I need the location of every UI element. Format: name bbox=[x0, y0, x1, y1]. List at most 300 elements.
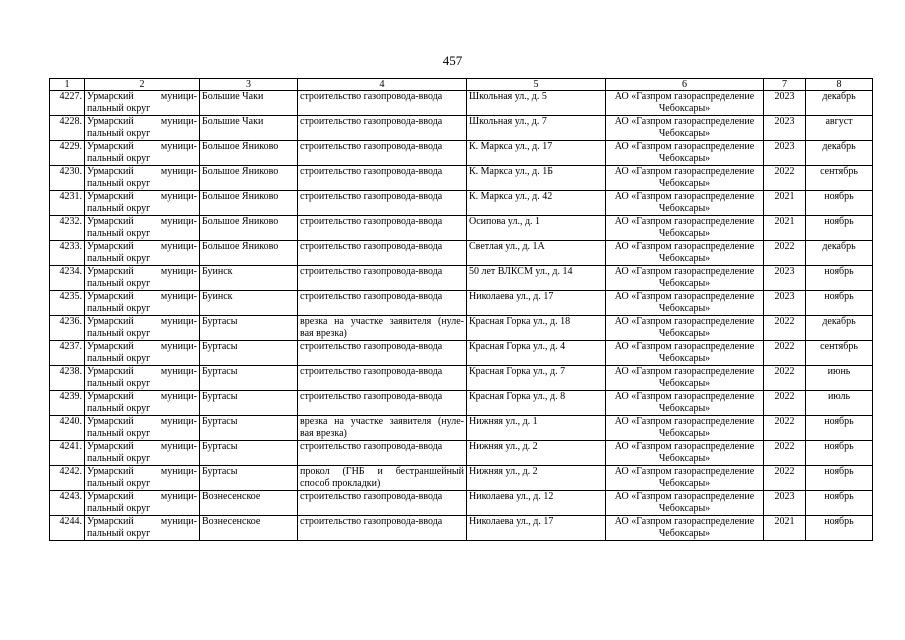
settlement-cell: Буртасы bbox=[200, 341, 298, 366]
month-cell: ноябрь bbox=[806, 416, 873, 441]
okrug-line: пальный округ bbox=[87, 403, 151, 414]
okrug-cell bbox=[85, 291, 200, 316]
okrug-word: Урмарский bbox=[87, 141, 134, 152]
month-cell: ноябрь bbox=[806, 191, 873, 216]
table-row bbox=[50, 241, 873, 266]
okrug-cell bbox=[85, 416, 200, 441]
okrug-word: Урмарский bbox=[87, 441, 134, 452]
row-number-cell: 4237. bbox=[50, 341, 85, 366]
work-type-cell bbox=[298, 216, 467, 241]
settlement-cell: Большие Чаки bbox=[200, 116, 298, 141]
address-cell: Светлая ул., д. 1А bbox=[467, 241, 606, 266]
okrug-line bbox=[87, 191, 197, 203]
organization-line: Чебоксары» bbox=[658, 528, 711, 539]
table-body bbox=[50, 91, 873, 541]
organization-line: АО «Газпром газораспределение bbox=[614, 116, 755, 127]
okrug-word: Урмарский bbox=[87, 241, 134, 252]
work-type-cell bbox=[298, 466, 467, 491]
row-number-cell: 4235. bbox=[50, 291, 85, 316]
month-cell: август bbox=[806, 116, 873, 141]
work-line: строительство газопровода-ввода bbox=[300, 241, 443, 252]
organization-line: Чебоксары» bbox=[658, 478, 711, 489]
organization-line: Чебоксары» bbox=[658, 453, 711, 464]
organization-line: Чебоксары» bbox=[658, 103, 711, 114]
okrug-word: муници- bbox=[160, 366, 197, 377]
okrug-word: муници- bbox=[160, 466, 197, 477]
okrug-line: пальный округ bbox=[87, 203, 151, 214]
organization-line: Чебоксары» bbox=[658, 378, 711, 389]
organization-line: Чебоксары» bbox=[658, 178, 711, 189]
okrug-cell bbox=[85, 241, 200, 266]
organization-line: Чебоксары» bbox=[658, 228, 711, 239]
organization-cell bbox=[606, 191, 764, 216]
okrug-word: Урмарский bbox=[87, 491, 134, 502]
work-line: строительство газопровода-ввода bbox=[300, 341, 443, 352]
work-line: строительство газопровода-ввода bbox=[300, 166, 443, 177]
table-row bbox=[50, 216, 873, 241]
organization-line: АО «Газпром газораспределение bbox=[614, 491, 755, 502]
okrug-line: пальный округ bbox=[87, 528, 151, 539]
work-line: строительство газопровода-ввода bbox=[300, 291, 443, 302]
okrug-cell bbox=[85, 341, 200, 366]
organization-line: АО «Газпром газораспределение bbox=[614, 466, 755, 477]
year-cell: 2023 bbox=[764, 116, 806, 141]
work-type-cell bbox=[298, 191, 467, 216]
okrug-line: пальный округ bbox=[87, 428, 151, 439]
okrug-line: пальный округ bbox=[87, 228, 151, 239]
row-number-cell: 4231. bbox=[50, 191, 85, 216]
okrug-word: муници- bbox=[160, 291, 197, 302]
okrug-line bbox=[87, 241, 197, 253]
okrug-word: Урмарский bbox=[87, 316, 134, 327]
okrug-word: Урмарский bbox=[87, 391, 134, 402]
okrug-word: Урмарский bbox=[87, 166, 134, 177]
settlement-cell: Буртасы bbox=[200, 441, 298, 466]
work-line: строительство газопровода-ввода bbox=[300, 191, 443, 202]
organization-line: АО «Газпром газораспределение bbox=[614, 266, 755, 277]
okrug-cell bbox=[85, 191, 200, 216]
month-cell: ноябрь bbox=[806, 491, 873, 516]
settlement-cell: Буинск bbox=[200, 266, 298, 291]
organization-cell bbox=[606, 216, 764, 241]
address-cell: Николаева ул., д. 17 bbox=[467, 291, 606, 316]
column-header-1: 1 bbox=[50, 79, 85, 91]
table-row bbox=[50, 316, 873, 341]
okrug-word: Урмарский bbox=[87, 416, 134, 427]
organization-line: АО «Газпром газораспределение bbox=[614, 166, 755, 177]
okrug-line bbox=[87, 141, 197, 153]
settlement-cell: Вознесенское bbox=[200, 491, 298, 516]
address-cell: Нижняя ул., д. 2 bbox=[467, 441, 606, 466]
okrug-cell bbox=[85, 441, 200, 466]
work-type-cell bbox=[298, 441, 467, 466]
okrug-cell bbox=[85, 216, 200, 241]
month-cell: ноябрь bbox=[806, 516, 873, 541]
organization-cell bbox=[606, 141, 764, 166]
month-cell: декабрь bbox=[806, 91, 873, 116]
work-line: строительство газопровода-ввода bbox=[300, 91, 443, 102]
year-cell: 2023 bbox=[764, 291, 806, 316]
work-type-cell bbox=[298, 266, 467, 291]
okrug-word: муници- bbox=[160, 116, 197, 127]
work-line: строительство газопровода-ввода bbox=[300, 266, 443, 277]
okrug-line: пальный округ bbox=[87, 153, 151, 164]
settlement-cell: Буртасы bbox=[200, 466, 298, 491]
table-row bbox=[50, 491, 873, 516]
address-cell: Красная Горка ул., д. 7 bbox=[467, 366, 606, 391]
row-number-cell: 4228. bbox=[50, 116, 85, 141]
address-cell: Красная Горка ул., д. 8 bbox=[467, 391, 606, 416]
work-type-cell bbox=[298, 241, 467, 266]
okrug-line: пальный округ bbox=[87, 278, 151, 289]
address-cell: К. Маркса ул., д. 1Б bbox=[467, 166, 606, 191]
address-cell: Нижняя ул., д. 1 bbox=[467, 416, 606, 441]
register-table bbox=[49, 78, 873, 541]
table-row bbox=[50, 416, 873, 441]
okrug-word: муници- bbox=[160, 241, 197, 252]
okrug-word: Урмарский bbox=[87, 341, 134, 352]
month-cell: декабрь bbox=[806, 316, 873, 341]
row-number-cell: 4230. bbox=[50, 166, 85, 191]
organization-line: АО «Газпром газораспределение bbox=[614, 316, 755, 327]
organization-cell bbox=[606, 491, 764, 516]
year-cell: 2023 bbox=[764, 91, 806, 116]
organization-line: АО «Газпром газораспределение bbox=[614, 191, 755, 202]
year-cell: 2022 bbox=[764, 391, 806, 416]
work-line: строительство газопровода-ввода bbox=[300, 141, 443, 152]
settlement-cell: Большое Яниково bbox=[200, 141, 298, 166]
column-header-6: 6 bbox=[606, 79, 764, 91]
organization-line: Чебоксары» bbox=[658, 303, 711, 314]
settlement-cell: Буртасы bbox=[200, 391, 298, 416]
organization-line: АО «Газпром газораспределение bbox=[614, 366, 755, 377]
work-type-cell bbox=[298, 341, 467, 366]
year-cell: 2022 bbox=[764, 466, 806, 491]
organization-line: Чебоксары» bbox=[658, 203, 711, 214]
table-row bbox=[50, 441, 873, 466]
settlement-cell: Буртасы bbox=[200, 316, 298, 341]
okrug-word: Урмарский bbox=[87, 116, 134, 127]
okrug-word: Урмарский bbox=[87, 91, 134, 102]
header-row bbox=[50, 79, 873, 91]
year-cell: 2022 bbox=[764, 316, 806, 341]
work-line: строительство газопровода-ввода bbox=[300, 441, 443, 452]
month-cell: ноябрь bbox=[806, 216, 873, 241]
month-cell: сентябрь bbox=[806, 341, 873, 366]
okrug-line: пальный округ bbox=[87, 353, 151, 364]
address-cell: Нижняя ул., д. 2 bbox=[467, 466, 606, 491]
row-number-cell: 4243. bbox=[50, 491, 85, 516]
okrug-word: муници- bbox=[160, 91, 197, 102]
okrug-line: пальный округ bbox=[87, 453, 151, 464]
okrug-line bbox=[87, 91, 197, 103]
organization-cell bbox=[606, 291, 764, 316]
okrug-line: пальный округ bbox=[87, 128, 151, 139]
okrug-line bbox=[87, 266, 197, 278]
work-type-cell bbox=[298, 141, 467, 166]
year-cell: 2022 bbox=[764, 416, 806, 441]
organization-line: Чебоксары» bbox=[658, 128, 711, 139]
okrug-line bbox=[87, 416, 197, 428]
column-header-7: 7 bbox=[764, 79, 806, 91]
row-number-cell: 4241. bbox=[50, 441, 85, 466]
organization-line: Чебоксары» bbox=[658, 503, 711, 514]
okrug-word: муници- bbox=[160, 491, 197, 502]
okrug-line bbox=[87, 166, 197, 178]
okrug-line bbox=[87, 116, 197, 128]
settlement-cell: Буинск bbox=[200, 291, 298, 316]
okrug-line bbox=[87, 291, 197, 303]
row-number-cell: 4233. bbox=[50, 241, 85, 266]
okrug-word: муници- bbox=[160, 341, 197, 352]
okrug-cell bbox=[85, 141, 200, 166]
work-line: строительство газопровода-ввода bbox=[300, 491, 443, 502]
okrug-cell bbox=[85, 391, 200, 416]
row-number-cell: 4238. bbox=[50, 366, 85, 391]
table-row bbox=[50, 166, 873, 191]
row-number-cell: 4232. bbox=[50, 216, 85, 241]
okrug-line: пальный округ bbox=[87, 178, 151, 189]
month-cell: ноябрь bbox=[806, 466, 873, 491]
row-number-cell: 4242. bbox=[50, 466, 85, 491]
table-row bbox=[50, 516, 873, 541]
address-cell: Школьная ул., д. 7 bbox=[467, 116, 606, 141]
organization-line: Чебоксары» bbox=[658, 353, 711, 364]
okrug-line: пальный округ bbox=[87, 103, 151, 114]
column-header-4: 4 bbox=[298, 79, 467, 91]
organization-cell bbox=[606, 516, 764, 541]
okrug-word: Урмарский bbox=[87, 266, 134, 277]
month-cell: декабрь bbox=[806, 141, 873, 166]
table-row bbox=[50, 141, 873, 166]
okrug-word: Урмарский bbox=[87, 366, 134, 377]
table-row bbox=[50, 291, 873, 316]
okrug-cell bbox=[85, 91, 200, 116]
year-cell: 2022 bbox=[764, 241, 806, 266]
address-cell: Красная Горка ул., д. 4 bbox=[467, 341, 606, 366]
okrug-line bbox=[87, 341, 197, 353]
work-line: вая врезка) bbox=[300, 428, 347, 439]
settlement-cell: Большое Яниково bbox=[200, 216, 298, 241]
organization-line: АО «Газпром газораспределение bbox=[614, 91, 755, 102]
month-cell: сентябрь bbox=[806, 166, 873, 191]
organization-line: Чебоксары» bbox=[658, 153, 711, 164]
settlement-cell: Вознесенское bbox=[200, 516, 298, 541]
okrug-cell bbox=[85, 366, 200, 391]
okrug-line: пальный округ bbox=[87, 378, 151, 389]
month-cell: ноябрь bbox=[806, 291, 873, 316]
okrug-word: муници- bbox=[160, 441, 197, 452]
organization-line: АО «Газпром газораспределение bbox=[614, 341, 755, 352]
year-cell: 2021 bbox=[764, 191, 806, 216]
organization-cell bbox=[606, 466, 764, 491]
month-cell: июль bbox=[806, 391, 873, 416]
okrug-line bbox=[87, 216, 197, 228]
year-cell: 2022 bbox=[764, 341, 806, 366]
organization-cell bbox=[606, 116, 764, 141]
okrug-line bbox=[87, 466, 197, 478]
settlement-cell: Буртасы bbox=[200, 366, 298, 391]
work-type-cell bbox=[298, 366, 467, 391]
table-row bbox=[50, 191, 873, 216]
okrug-word: муници- bbox=[160, 141, 197, 152]
okrug-cell bbox=[85, 516, 200, 541]
work-type-cell bbox=[298, 516, 467, 541]
table-header bbox=[50, 79, 873, 91]
okrug-line: пальный округ bbox=[87, 478, 151, 489]
address-cell: К. Маркса ул., д. 42 bbox=[467, 191, 606, 216]
month-cell: ноябрь bbox=[806, 266, 873, 291]
table-row bbox=[50, 91, 873, 116]
organization-line: Чебоксары» bbox=[658, 328, 711, 339]
okrug-line bbox=[87, 491, 197, 503]
okrug-word: Урмарский bbox=[87, 516, 134, 527]
organization-line: Чебоксары» bbox=[658, 403, 711, 414]
organization-line: Чебоксары» bbox=[658, 428, 711, 439]
okrug-line bbox=[87, 391, 197, 403]
row-number-cell: 4229. bbox=[50, 141, 85, 166]
okrug-line bbox=[87, 316, 197, 328]
organization-cell bbox=[606, 341, 764, 366]
work-type-cell bbox=[298, 491, 467, 516]
row-number-cell: 4239. bbox=[50, 391, 85, 416]
work-line: строительство газопровода-ввода bbox=[300, 391, 443, 402]
year-cell: 2022 bbox=[764, 166, 806, 191]
okrug-line bbox=[87, 366, 197, 378]
organization-cell bbox=[606, 91, 764, 116]
row-number-cell: 4227. bbox=[50, 91, 85, 116]
okrug-word: муници- bbox=[160, 191, 197, 202]
okrug-cell bbox=[85, 491, 200, 516]
okrug-word: муници- bbox=[160, 416, 197, 427]
organization-cell bbox=[606, 166, 764, 191]
okrug-word: муници- bbox=[160, 391, 197, 402]
address-cell: 50 лет ВЛКСМ ул., д. 14 bbox=[467, 266, 606, 291]
address-cell: К. Маркса ул., д. 17 bbox=[467, 141, 606, 166]
work-type-cell bbox=[298, 291, 467, 316]
work-type-cell bbox=[298, 116, 467, 141]
organization-cell bbox=[606, 266, 764, 291]
work-type-cell bbox=[298, 416, 467, 441]
year-cell: 2023 bbox=[764, 141, 806, 166]
okrug-cell bbox=[85, 466, 200, 491]
table-row bbox=[50, 341, 873, 366]
work-line: строительство газопровода-ввода bbox=[300, 516, 443, 527]
organization-line: АО «Газпром газораспределение bbox=[614, 391, 755, 402]
year-cell: 2023 bbox=[764, 266, 806, 291]
organization-cell bbox=[606, 366, 764, 391]
work-type-cell bbox=[298, 391, 467, 416]
address-cell: Осипова ул., д. 1 bbox=[467, 216, 606, 241]
year-cell: 2022 bbox=[764, 366, 806, 391]
column-header-2: 2 bbox=[85, 79, 200, 91]
work-type-cell bbox=[298, 91, 467, 116]
month-cell: июнь bbox=[806, 366, 873, 391]
year-cell: 2022 bbox=[764, 441, 806, 466]
work-type-cell bbox=[298, 166, 467, 191]
okrug-line: пальный округ bbox=[87, 328, 151, 339]
organization-cell bbox=[606, 391, 764, 416]
work-line: способ прокладки) bbox=[300, 478, 381, 489]
okrug-word: Урмарский bbox=[87, 291, 134, 302]
year-cell: 2021 bbox=[764, 516, 806, 541]
organization-line: Чебоксары» bbox=[658, 278, 711, 289]
table-row bbox=[50, 466, 873, 491]
month-cell: ноябрь bbox=[806, 441, 873, 466]
organization-line: АО «Газпром газораспределение bbox=[614, 216, 755, 227]
okrug-cell bbox=[85, 116, 200, 141]
okrug-word: муници- bbox=[160, 266, 197, 277]
settlement-cell: Большое Яниково bbox=[200, 191, 298, 216]
page-number: 457 bbox=[442, 53, 463, 68]
okrug-line bbox=[87, 441, 197, 453]
table-row bbox=[50, 391, 873, 416]
column-header-8: 8 bbox=[806, 79, 873, 91]
okrug-cell bbox=[85, 166, 200, 191]
table-row bbox=[50, 366, 873, 391]
okrug-word: Урмарский bbox=[87, 466, 134, 477]
work-line: вая врезка) bbox=[300, 328, 347, 339]
okrug-line: пальный округ bbox=[87, 303, 151, 314]
okrug-word: Урмарский bbox=[87, 191, 134, 202]
work-type-cell bbox=[298, 316, 467, 341]
work-line: врезка на участке заявителя (нуле- bbox=[300, 316, 464, 327]
work-line: врезка на участке заявителя (нуле- bbox=[300, 416, 464, 427]
work-line: строительство газопровода-ввода bbox=[300, 216, 443, 227]
okrug-word: муници- bbox=[160, 216, 197, 227]
row-number-cell: 4234. bbox=[50, 266, 85, 291]
row-number-cell: 4236. bbox=[50, 316, 85, 341]
settlement-cell: Буртасы bbox=[200, 416, 298, 441]
okrug-line bbox=[87, 516, 197, 528]
okrug-word: Урмарский bbox=[87, 216, 134, 227]
okrug-word: муници- bbox=[160, 516, 197, 527]
organization-line: АО «Газпром газораспределение bbox=[614, 291, 755, 302]
settlement-cell: Большое Яниково bbox=[200, 166, 298, 191]
row-number-cell: 4240. bbox=[50, 416, 85, 441]
work-line: строительство газопровода-ввода bbox=[300, 366, 443, 377]
column-header-3: 3 bbox=[200, 79, 298, 91]
work-line: строительство газопровода-ввода bbox=[300, 116, 443, 127]
okrug-word: муници- bbox=[160, 316, 197, 327]
organization-line: Чебоксары» bbox=[658, 253, 711, 264]
address-cell: Школьная ул., д. 5 bbox=[467, 91, 606, 116]
column-header-5: 5 bbox=[467, 79, 606, 91]
settlement-cell: Большое Яниково bbox=[200, 241, 298, 266]
year-cell: 2021 bbox=[764, 216, 806, 241]
table-row bbox=[50, 266, 873, 291]
okrug-word: муници- bbox=[160, 166, 197, 177]
organization-line: АО «Газпром газораспределение bbox=[614, 241, 755, 252]
organization-line: АО «Газпром газораспределение bbox=[614, 516, 755, 527]
organization-cell bbox=[606, 441, 764, 466]
row-number-cell: 4244. bbox=[50, 516, 85, 541]
okrug-line: пальный округ bbox=[87, 253, 151, 264]
organization-cell bbox=[606, 316, 764, 341]
month-cell: декабрь bbox=[806, 241, 873, 266]
okrug-cell bbox=[85, 316, 200, 341]
organization-line: АО «Газпром газораспределение bbox=[614, 141, 755, 152]
work-line: прокол (ГНБ и бестраншейный bbox=[300, 466, 464, 477]
organization-line: АО «Газпром газораспределение bbox=[614, 441, 755, 452]
address-cell: Николаева ул., д. 17 bbox=[467, 516, 606, 541]
address-cell: Николаева ул., д. 12 bbox=[467, 491, 606, 516]
okrug-line: пальный округ bbox=[87, 503, 151, 514]
organization-cell bbox=[606, 241, 764, 266]
address-cell: Красная Горка ул., д. 18 bbox=[467, 316, 606, 341]
okrug-cell bbox=[85, 266, 200, 291]
table-row bbox=[50, 116, 873, 141]
